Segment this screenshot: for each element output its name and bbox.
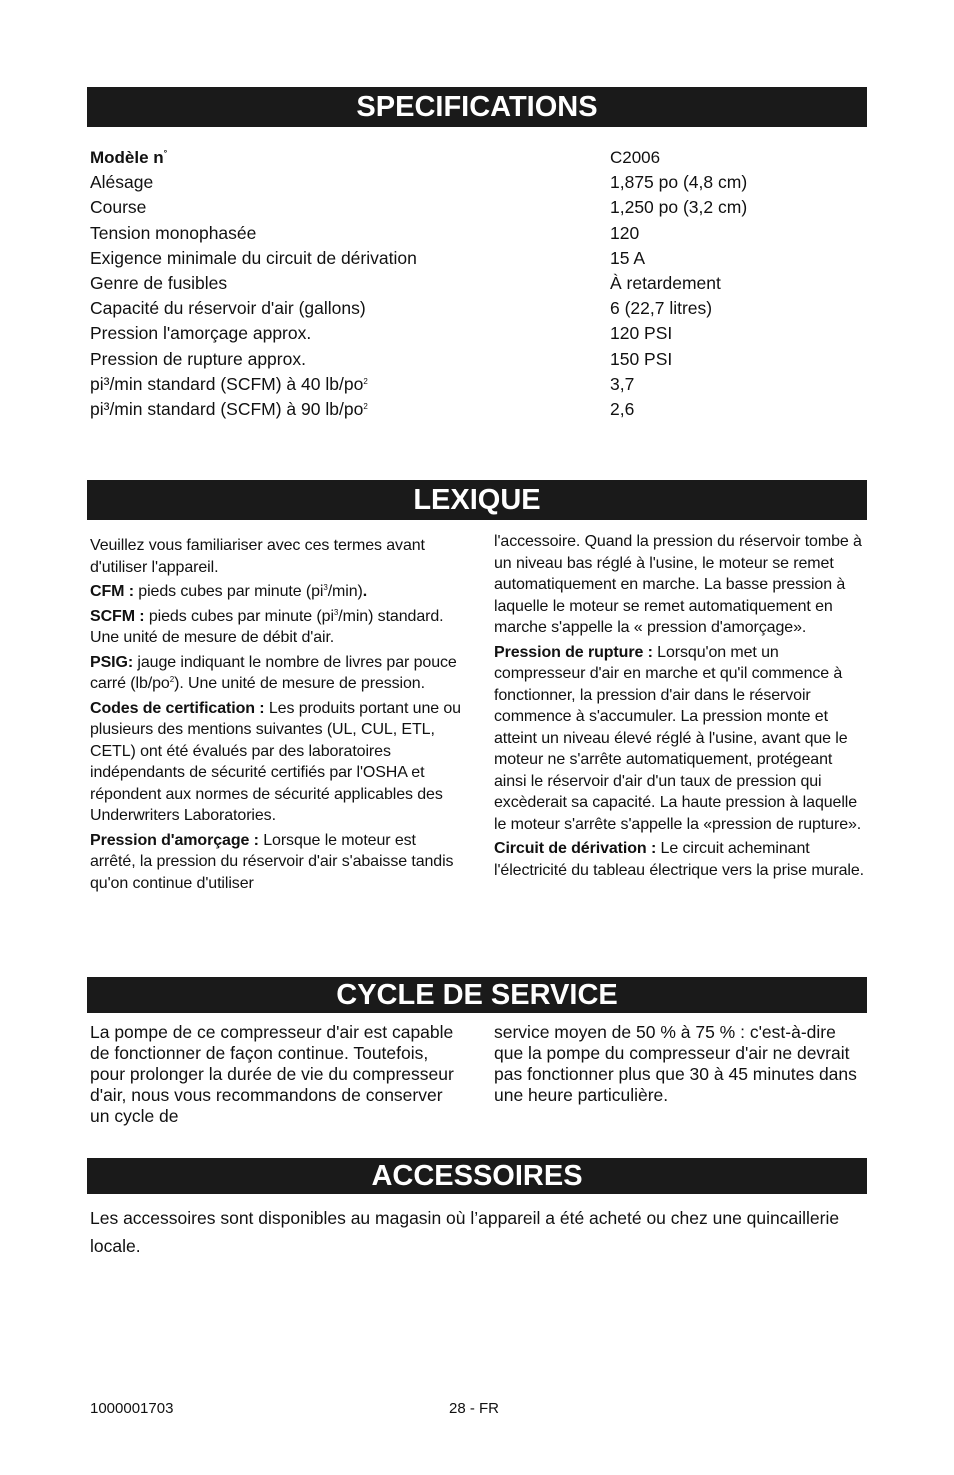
section-header-accessoires	[87, 1158, 867, 1194]
definition: Lorsque le moteur est arrêté, la pression du réservoir d'air s'abaisse tandis qu'on continue d'utiliser	[90, 831, 454, 892]
lexique-entry-amorcage	[90, 830, 462, 895]
spec-row	[90, 271, 790, 296]
spec-row-scfm-40: pi³/min standard (SCFM) à 40 $lb/po^2$ 3,7	[90, 372, 790, 397]
spec-row	[90, 347, 790, 372]
spec-value: 120 PSI	[610, 323, 673, 344]
spec-value: 1,875 po (4,8 cm)	[610, 172, 748, 193]
spec-value: 15 A	[610, 247, 646, 268]
spec-value: 120	[610, 222, 640, 243]
spec-value: 150 PSI	[610, 348, 673, 369]
lexique-entry-scfm: SCFM : pieds cubes par minute $(pi^3/\min)$ standard. Une unité de mesure de débit d'air.	[90, 607, 444, 646]
spec-label: Course	[90, 197, 147, 218]
term: Pression de rupture :	[494, 643, 653, 661]
spec-value: 2,6	[610, 398, 635, 419]
accessoires-text: Les accessoires sont disponibles au magasin où l’appareil a été acheté ou chez une quincaillerie locale.	[90, 1208, 840, 1256]
spec-value: 3,7	[610, 373, 635, 394]
spec-row	[90, 195, 790, 220]
lexique-entry-circuit	[494, 838, 868, 881]
spec-row	[90, 321, 790, 346]
spec-label: pi³/min standard (SCFM) à 40 lb/po	[90, 373, 364, 394]
lexique-entry-psig: PSIG: jauge indiquant le nombre de livres par pouce carré $(lb/po^2)$. Une unité de mesure de pression.	[90, 653, 457, 692]
specifications-table	[90, 145, 790, 422]
section-header-lexique	[87, 480, 867, 520]
definition: Lorsqu'on met un compresseur d'air en marche et qu'il commence à fonctionner, la pression d'air dans le réservoir commence à s'accumuler. La pression monte et atteint un niveau élevé réglé à l'usine, avant que le moteur ne s'arrête automatiquement, protégeant ainsi le réservoir d'air d'un taux de pression qui excèderait sa capacité. La haute pression à laquelle le moteur s'arrête s'appelle la «pression de rupture».	[494, 643, 862, 833]
lexique-entry-rupture	[494, 642, 868, 836]
spec-row-scfm-90: pi³/min standard (SCFM) à 90 $lb/po^2$ 2,6	[90, 397, 790, 422]
cycle-text-right: service moyen de 50 % à 75 % : c'est-à-dire que la pompe du compresseur d'air ne devrait pas fonctionner plus que 30 à 45 minutes dans une heure particulière.	[494, 1022, 857, 1105]
spec-label: Genre de fusibles	[90, 273, 228, 294]
spec-value: 1,250 po (3,2 cm)	[610, 197, 748, 218]
section-header-specifications	[87, 87, 867, 127]
spec-value: 6 (22,7 litres)	[610, 298, 713, 319]
spec-label: Capacité du réservoir d'air (gallons)	[90, 298, 366, 319]
section-header-cycle	[87, 977, 867, 1013]
definition: Les produits portant une ou plusieurs des mentions suivantes (UL, CUL, ETL, CETL) ont été évalués par des laboratoires indépendants de sécurité certifiés par l'OSHA et répondent aux normes de sécurité applicables des Underwriters Laboratories.	[90, 699, 461, 824]
definition: pieds cubes par minute (pi	[133, 583, 324, 600]
spec-row	[90, 246, 790, 271]
term: SCFM :	[90, 607, 145, 625]
lexique-entry-amorcage-continued: l'accessoire. Quand la pression du réservoir tombe à un niveau bas réglé à l'usine, le moteur se remet automatiquement en marche. La basse pression à laquelle le moteur se remet automatiquement en marche s'appelle la « pression d'amorçage».	[494, 533, 862, 636]
lexique-intro: Veuillez vous familiariser avec ces termes avant d'utiliser l'appareil.	[90, 537, 425, 576]
spec-row-model: Modèle n° C2006	[90, 145, 790, 170]
definition: /min) standard. Une unité de mesure de débit d'air.	[90, 607, 444, 646]
term: Pression d'amorçage :	[90, 831, 259, 849]
term: CFM :	[90, 583, 134, 600]
definition: /min)	[327, 583, 363, 600]
definition: Le circuit acheminant l'électricité du tableau électrique vers la prise murale.	[494, 840, 864, 879]
lexique-entry-codes	[90, 698, 462, 827]
spec-label: Exigence minimale du circuit de dérivation	[90, 247, 417, 268]
spec-value: C2006	[610, 147, 661, 167]
spec-row	[90, 221, 790, 246]
lexique-entry-cfm: CFM : pieds cubes par minute $(pi^3/\min)$.	[90, 583, 368, 600]
spec-label: Modèle n	[90, 147, 164, 167]
spec-value: À retardement	[610, 273, 721, 294]
spec-label: Alésage	[90, 172, 154, 193]
section-title: LEXIQUE	[413, 483, 541, 516]
spec-label: Pression l'amorçage approx.	[90, 323, 312, 344]
spec-label: pi³/min standard (SCFM) à 90 lb/po	[90, 398, 364, 419]
definition: ). Une unité de mesure de pression.	[174, 675, 425, 692]
section-title: CYCLE DE SERVICE	[336, 978, 618, 1011]
spec-label: Tension monophasée	[90, 222, 257, 243]
lexique-column-right	[494, 531, 868, 884]
document-number: 1000001703	[90, 1400, 174, 1417]
term: Circuit de dérivation :	[494, 840, 657, 857]
term: Codes de certification :	[90, 699, 265, 717]
spec-label: Pression de rupture approx.	[90, 348, 306, 369]
term: PSIG:	[90, 653, 134, 671]
definition: pieds cubes par minute (pi	[144, 607, 334, 625]
definition: jauge indiquant le nombre de livres par pouce carré (lb/po	[90, 653, 457, 692]
page-number: 28 - FR	[449, 1400, 500, 1417]
spec-row	[90, 296, 790, 321]
section-title: ACCESSOIRES	[371, 1159, 583, 1192]
cycle-text-left: La pompe de ce compresseur d'air est capable de fonctionner de façon continue. Toutefois, pour prolonger la durée de vie du compresseur d'air, nous vous recommandons de conserver un cycle de	[90, 1022, 454, 1126]
section-title: SPECIFICATIONS	[356, 90, 598, 123]
lexique-column-left	[90, 535, 462, 897]
spec-row	[90, 170, 790, 195]
